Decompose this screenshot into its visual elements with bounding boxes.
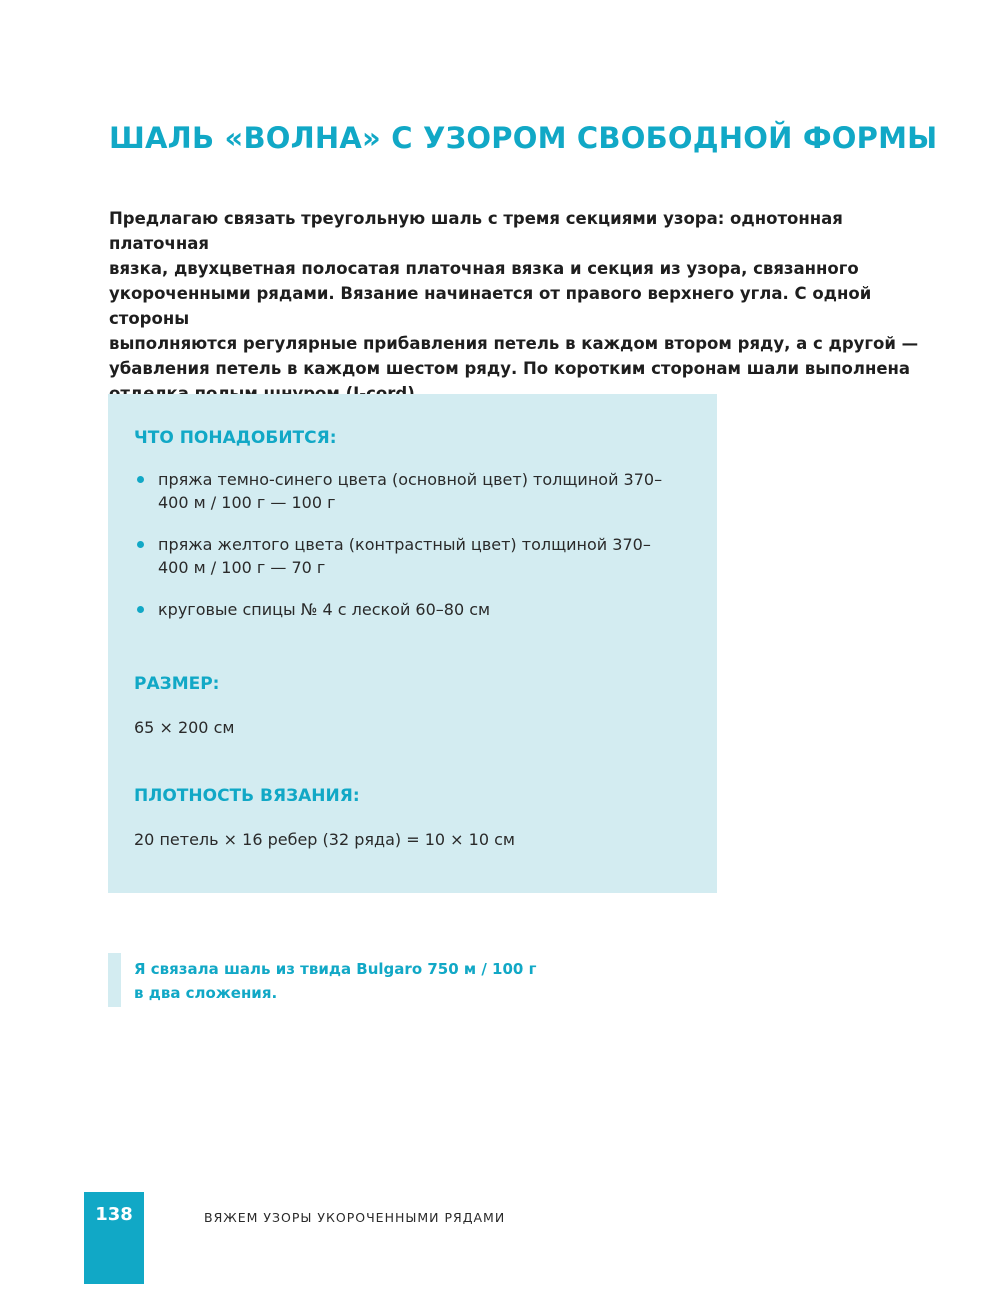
intro-line: убавления петель в каждом шестом ряду. По коротким сторонам шали выполнена [109, 359, 911, 378]
list-item-line: 400 м / 100 г — 70 г [158, 558, 326, 577]
list-item-line: пряжа темно-синего цвета (основной цвет) толщиной 370– [158, 470, 663, 489]
note-accent-bar [108, 953, 121, 1007]
intro-line: укороченными рядами. Вязание начинается от правого верхнего угла. С одной стороны [109, 284, 872, 328]
list-item [134, 468, 674, 514]
note-line: Я связала шаль из твида Bulgaro 750 м / 100 г [134, 960, 537, 978]
page-number-tab [84, 1192, 144, 1284]
bullet-icon [137, 541, 144, 548]
list-item-line: круговые спицы № 4 с леской 60–80 см [158, 600, 491, 619]
bullet-icon [137, 476, 144, 483]
list-item-line: пряжа желтого цвета (контрастный цвет) толщиной 370– [158, 535, 651, 554]
materials-list [134, 468, 674, 640]
intro-line: вязка, двухцветная полосатая платочная вязка и секция из узора, связанного [109, 259, 859, 278]
intro-paragraph [109, 206, 929, 406]
note-line: в два сложения. [134, 984, 278, 1002]
intro-line: выполняются регулярные прибавления петель в каждом втором ряду, а с другой — [109, 334, 919, 353]
intro-line: Предлагаю связать треугольную шаль с тремя секциями узора: однотонная платочная [109, 209, 843, 253]
gauge-heading: ПЛОТНОСТЬ ВЯЗАНИЯ: [134, 786, 360, 806]
info-box [108, 394, 717, 893]
author-note [134, 957, 554, 1005]
bullet-icon [137, 606, 144, 613]
running-head: ВЯЖЕМ УЗОРЫ УКОРОЧЕННЫМИ РЯДАМИ [204, 1210, 506, 1225]
page-title: ШАЛЬ «ВОЛНА» С УЗОРОМ СВОБОДНОЙ ФОРМЫ [109, 121, 938, 155]
materials-heading: ЧТО ПОНАДОБИТСЯ: [134, 428, 337, 448]
list-item-line: 400 м / 100 г — 100 г [158, 493, 336, 512]
size-heading: РАЗМЕР: [134, 674, 220, 694]
list-item [134, 533, 674, 579]
list-item [134, 598, 674, 621]
gauge-value: 20 петель × 16 ребер (32 ряда) = 10 × 10 см [134, 830, 515, 849]
page-number: 138 [95, 1204, 133, 1225]
size-value: 65 × 200 см [134, 718, 235, 737]
